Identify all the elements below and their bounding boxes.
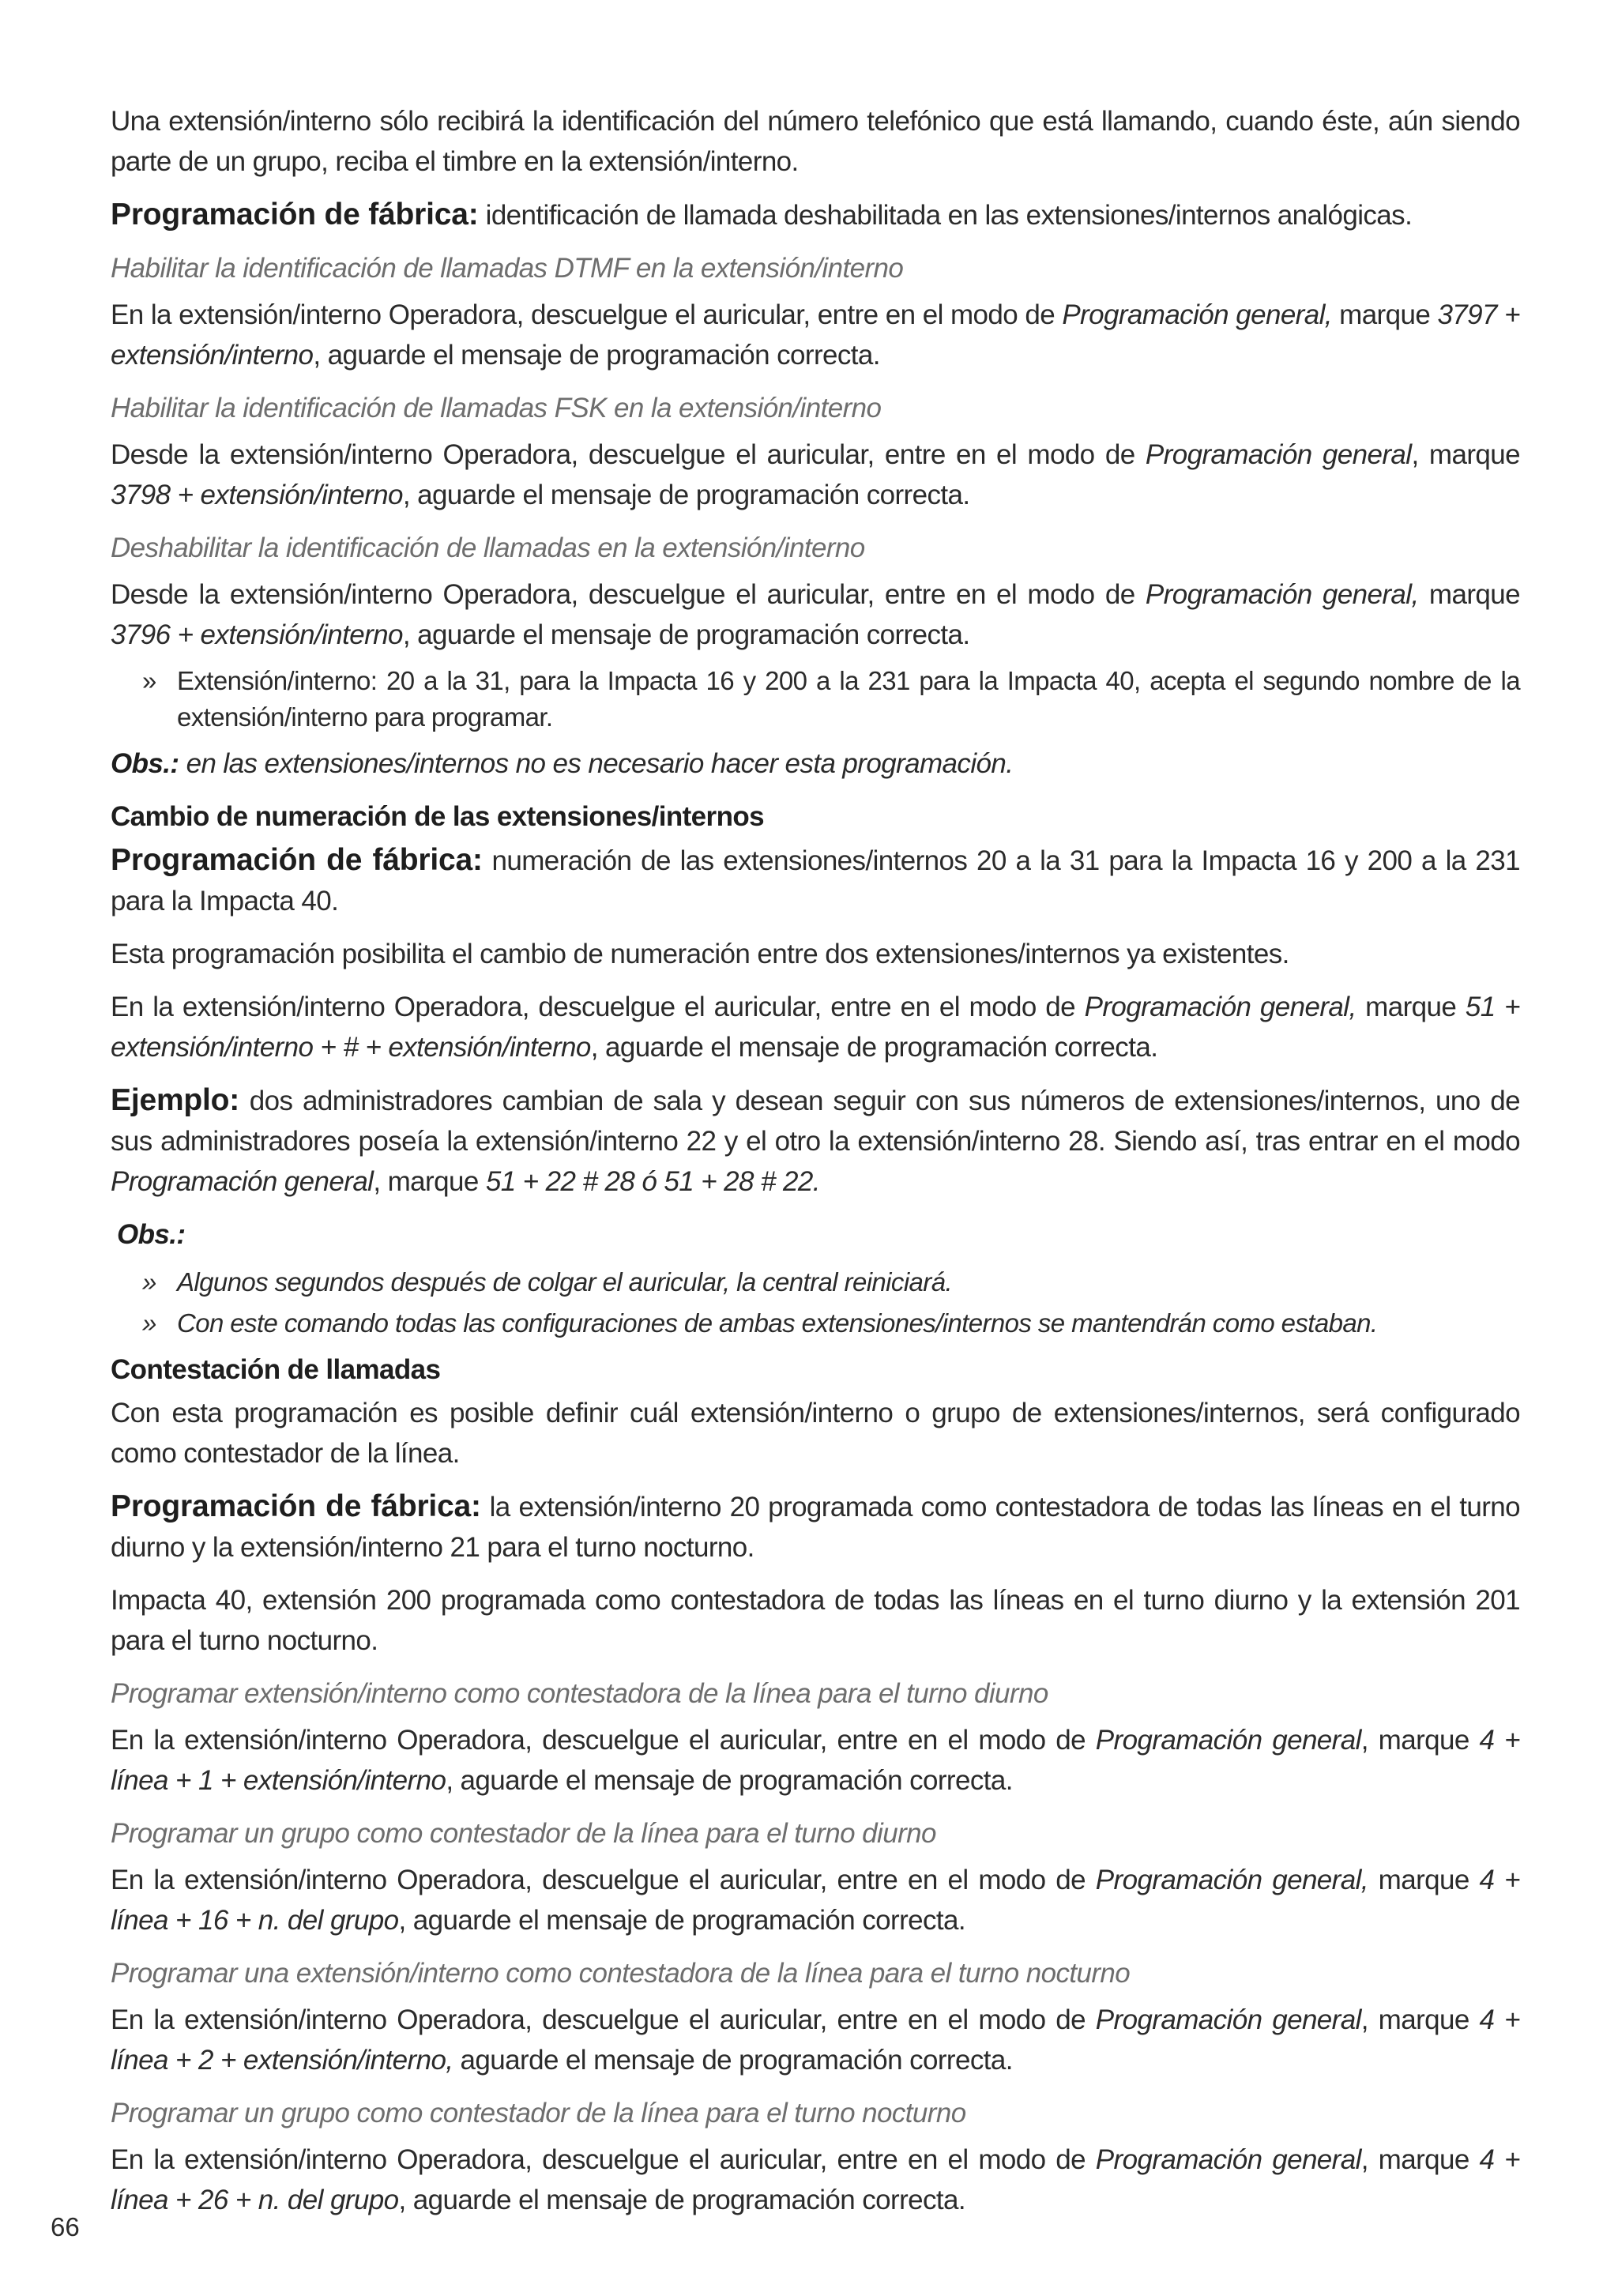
paragraph-answering-intro: Con esta programación es posible definir cuál extensión/interno o grupo de extensiones/internos, será configurado como contestador de la línea. [111, 1398, 1520, 1469]
bullet-list-extension-range [111, 663, 1520, 736]
section-heading-call-answering: Contestación de llamadas [111, 1354, 441, 1385]
paragraph-factory-caller-id [111, 194, 1520, 235]
page-number: 66 [51, 2212, 80, 2241]
factory-setting-label: Programación de fábrica: [111, 198, 479, 231]
paragraph-renumbering-purpose: Esta programación posibilita el cambio de numeración entre dos extensiones/internos ya existentes. [111, 939, 1289, 969]
paragraph-enable-dtmf: En la extensión/interno Operadora, descuelgue el auricular, entre en el modo de Programación general, marque 3797 + extensión/interno, aguarde el mensaje de programación correcta. [111, 299, 1520, 371]
list-item: » Extensión/interno: 20 a la 31, para la Impacta 16 y 200 a la 231 para la Impacta 40, acepta el segundo nombre de la extensión/interno para programar. [111, 663, 1520, 736]
paragraph-enable-fsk: Desde la extensión/interno Operadora, descuelgue el auricular, entre en el modo de Programación general, marque 3798 + extensión/interno, aguarde el mensaje de programación correcta. [111, 439, 1520, 510]
bullet-list-obs-2 [111, 1264, 1520, 1342]
document-body [111, 101, 1520, 2233]
subheading-group-night-shift: Programar un grupo como contestador de la línea para el turno nocturno [111, 2098, 966, 2129]
subheading-enable-dtmf: Habilitar la identificación de llamadas DTMF en la extensión/interno [111, 253, 904, 284]
subheading-enable-fsk: Habilitar la identificación de llamadas FSK en la extensión/interno [111, 393, 882, 423]
section-heading-renumbering: Cambio de numeración de las extensiones/internos [111, 801, 764, 832]
list-item: » Con este comando todas las configuraciones de ambas extensiones/internos se mantendrán como estaban. [142, 1308, 1378, 1338]
paragraph-group-day-shift: En la extensión/interno Operadora, descuelgue el auricular, entre en el modo de Programación general, marque 4 + línea + 16 + n. del grupo, aguarde el mensaje de programación correcta. [111, 1865, 1520, 1936]
note-obs-1: Obs.: en las extensiones/internos no es necesario hacer esta programación. [111, 748, 1014, 779]
subheading-group-day-shift: Programar un grupo como contestador de la línea para el turno diurno [111, 1818, 936, 1849]
paragraph-caller-id-intro: Una extensión/interno sólo recibirá la identificación del número telefónico que está llamando, cuando éste, aún siendo parte de un grupo, reciba el timbre en la extensión/interno. [111, 106, 1520, 177]
paragraph-impacta-40-answering: Impacta 40, extensión 200 programada como contestadora de todas las líneas en el turno diurno y la extensión 201 para el turno nocturno. [111, 1585, 1520, 1656]
paragraph-disable-caller-id: Desde la extensión/interno Operadora, descuelgue el auricular, entre en el modo de Programación general, marque 3796 + extensión/interno, aguarde el mensaje de programación correcta. [111, 579, 1520, 650]
bullet-mark: » [142, 666, 156, 695]
paragraph-extension-night-shift: En la extensión/interno Operadora, descuelgue el auricular, entre en el modo de Programación general, marque 4 + línea + 2 + extensión/interno, aguarde el mensaje de programación correcta. [111, 2004, 1520, 2076]
subheading-disable-caller-id: Deshabilitar la identificación de llamadas en la extensión/interno [111, 533, 865, 563]
paragraph-extension-day-shift: En la extensión/interno Operadora, descuelgue el auricular, entre en el modo de Programación general, marque 4 + línea + 1 + extensión/interno, aguarde el mensaje de programación correcta. [111, 1725, 1520, 1796]
subheading-extension-night-shift: Programar una extensión/interno como contestadora de la línea para el turno nocturno [111, 1958, 1131, 1989]
paragraph-renumbering-steps: En la extensión/interno Operadora, descuelgue el auricular, entre en el modo de Programación general, marque 51 + extensión/interno + # + extensión/interno, aguarde el mensaje de programación correcta. [111, 992, 1520, 1063]
paragraph-factory-answering: Programación de fábrica: la extensión/interno 20 programada como contestadora de todas las líneas en el turno diurno y la extensión/interno 21 para el turno nocturno. [111, 1489, 1520, 1563]
paragraph-example: Ejemplo: dos administradores cambian de sala y desean seguir con sus números de extensiones/internos, uno de sus administradores poseía la extensión/interno 22 y el otro la extensión/interno 28. Siendo así, tras entrar en el modo Programación general, marque 51 + 22 # 28 ó 51 + 28 # 22. [111, 1083, 1520, 1197]
paragraph-group-night-shift: En la extensión/interno Operadora, descuelgue el auricular, entre en el modo de Programación general, marque 4 + línea + 26 + n. del grupo, aguarde el mensaje de programación correcta. [111, 2144, 1520, 2215]
note-obs-2-label: Obs.: [117, 1219, 186, 1250]
subheading-extension-day-shift: Programar extensión/interno como contestadora de la línea para el turno diurno [111, 1678, 1048, 1709]
paragraph-factory-numbering: Programación de fábrica: numeración de las extensiones/internos 20 a la 31 para la Impacta 16 y 200 a la 231 para la Impacta 40. [111, 843, 1520, 917]
list-item: » Algunos segundos después de colgar el auricular, la central reiniciará. [142, 1267, 953, 1297]
factory-setting-text: identificación de llamada deshabilitada en las extensiones/internos analógicas. [478, 200, 1413, 231]
